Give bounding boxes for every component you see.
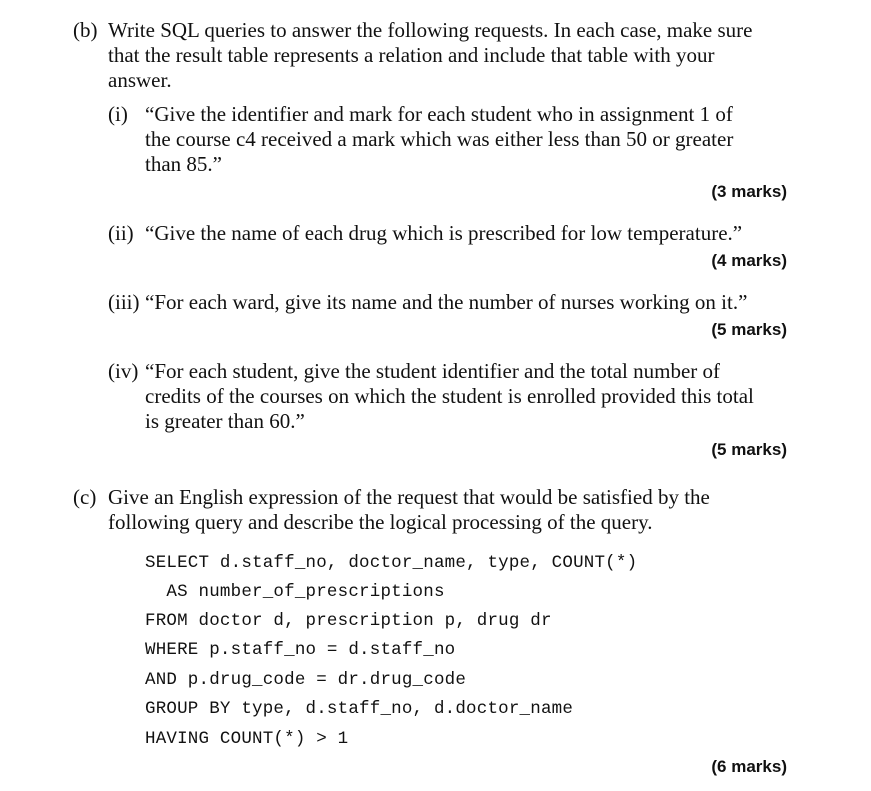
question-iv-text <box>145 359 795 434</box>
question-ii-text <box>145 221 795 246</box>
question-line: “Give the name of each drug which is prescribed for low temperature.” <box>145 221 743 245</box>
sql-line: HAVING COUNT(*) > 1 <box>145 729 349 749</box>
sql-line: AND p.drug_code = dr.drug_code <box>145 670 467 690</box>
question-iii-text <box>145 290 795 315</box>
part-b-intro <box>108 18 798 93</box>
question-line: “Give the identifier and mark for each student who in assignment 1 of <box>145 102 733 126</box>
part-b-intro-line: that the result table represents a relation and include that table with your <box>108 43 715 67</box>
part-c-label: (c) <box>73 485 97 509</box>
part-b-intro-line: Write SQL queries to answer the following requests. In each case, make sure <box>108 18 753 42</box>
question-iii-label: (iii) <box>108 290 140 314</box>
question-line: than 85.” <box>145 152 222 176</box>
part-c-marks: (6 marks) <box>711 757 787 776</box>
part-c-intro-line: Give an English expression of the request that would be satisfied by the <box>108 485 710 509</box>
question-iii-marks: (5 marks) <box>711 320 787 339</box>
question-iv-label: (iv) <box>108 359 139 383</box>
sql-line: SELECT d.staff_no, doctor_name, type, COUNT(*) <box>145 553 638 573</box>
question-line: credits of the courses on which the student is enrolled provided this total <box>145 384 754 408</box>
question-ii-marks: (4 marks) <box>711 251 787 270</box>
part-c-intro-line: following query and describe the logical processing of the query. <box>108 510 653 534</box>
question-i-label: (i) <box>108 102 128 126</box>
question-line: “For each ward, give its name and the number of nurses working on it.” <box>145 290 748 314</box>
question-ii-label: (ii) <box>108 221 134 245</box>
question-iv-marks: (5 marks) <box>711 440 787 459</box>
question-line: “For each student, give the student identifier and the total number of <box>145 359 720 383</box>
question-i-marks: (3 marks) <box>711 182 787 201</box>
sql-line: FROM doctor d, prescription p, drug dr <box>145 611 552 631</box>
sql-line: AS number_of_prescriptions <box>145 582 445 602</box>
question-line: the course c4 received a mark which was either less than 50 or greater <box>145 127 734 151</box>
question-i-text <box>145 102 795 177</box>
part-b-intro-line: answer. <box>108 68 172 92</box>
part-c-intro <box>108 485 798 535</box>
part-b-label: (b) <box>73 18 98 42</box>
question-line: is greater than 60.” <box>145 409 305 433</box>
sql-line: WHERE p.staff_no = d.staff_no <box>145 640 456 660</box>
sql-line: GROUP BY type, d.staff_no, d.doctor_name <box>145 699 574 719</box>
